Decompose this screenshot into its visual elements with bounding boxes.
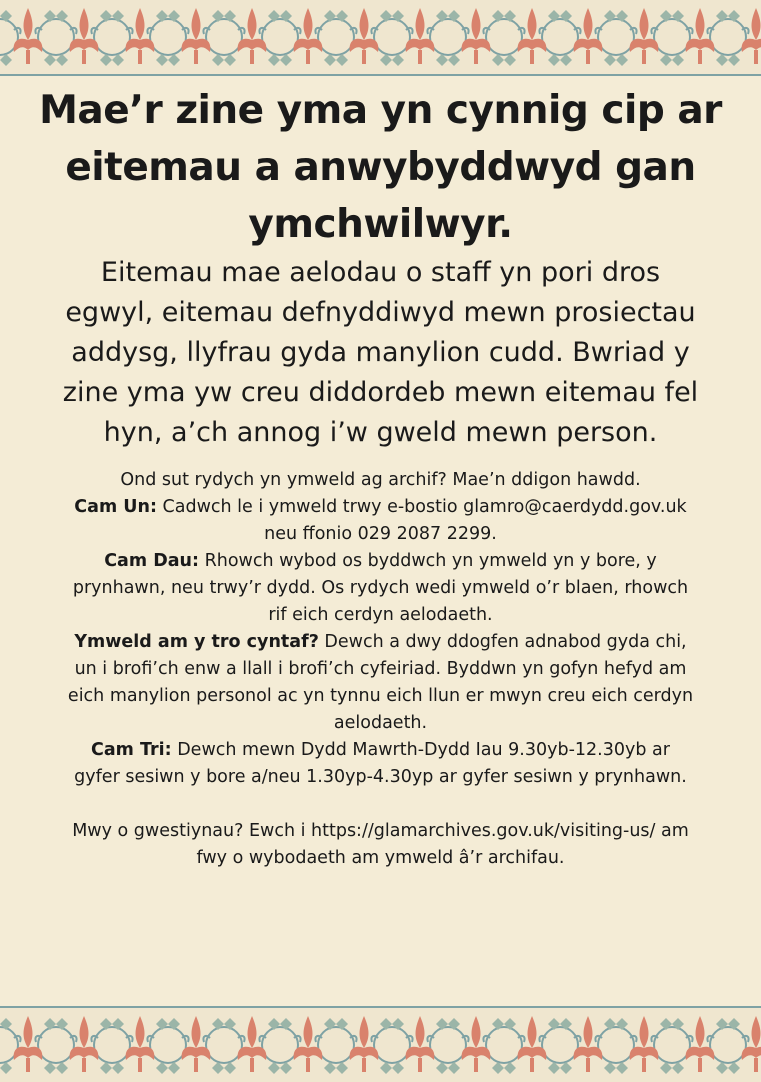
visit-instructions: [66, 467, 695, 872]
step-two-label: Cam Dau:: [104, 551, 199, 571]
intro-paragraph: Eitemau mae aelodau o staff yn pori dros egwyl, eitemau defnyddiwyd mewn prosiectau addysg, llyfrau gyda manylion cudd. Bwriad y zine yma yw creu diddordeb mewn eitemau fel hyn, a’ch annog i’w gweld mewn person.: [62, 257, 699, 448]
step-two: [66, 548, 695, 629]
first-visit-label: Ymweld am y tro cyntaf?: [74, 632, 319, 652]
step-three: [66, 737, 695, 791]
fleur-pattern-icon: [0, 0, 761, 74]
first-visit: [66, 629, 695, 737]
decorative-fleur-border-top: [0, 0, 761, 76]
step-one-text: Cadwch le i ymweld trwy e-bostio glamro@caerdydd.gov.uk neu ffonio 029 2087 2299.: [156, 497, 687, 544]
decorative-fleur-border-bottom: [0, 1006, 761, 1082]
main-content: [0, 76, 761, 872]
visit-question: Ond sut rydych yn ymweld ag archif? Mae’n ddigon hawdd.: [120, 470, 641, 490]
spacer: [66, 791, 695, 818]
step-one: [66, 494, 695, 548]
closing-note: Mwy o gwestiynau? Ewch i https://glamarchives.gov.uk/visiting-us/ am fwy o wybodaeth am ymweld â’r archifau.: [72, 821, 689, 868]
first-visit-text: Dewch a dwy ddogfen adnabod gyda chi, un i brofi’ch enw a llall i brofi’ch cyfeiriad. Byddwn yn gofyn hefyd am eich manylion personol ac yn tynnu eich llun er mwyn creu eich cerdyn aelodaeth.: [67, 632, 694, 733]
page-title: Mae’r zine yma yn cynnig cip ar eitemau a anwybyddwyd gan ymchwilwyr.: [39, 88, 722, 247]
step-three-label: Cam Tri:: [91, 740, 172, 760]
fleur-pattern-icon: [0, 1008, 761, 1082]
step-three-text: Dewch mewn Dydd Mawrth-Dydd Iau 9.30yb-12.30yb ar gyfer sesiwn y bore a/neu 1.30yp-4.30yp ar gyfer sesiwn y prynhawn.: [74, 740, 687, 787]
step-two-text: Rhowch wybod os byddwch yn ymweld yn y bore, y prynhawn, neu trwy’r dydd. Os rydych wedi ymweld o’r blaen, rhowch rif eich cerdyn aelodaeth.: [72, 551, 689, 625]
step-one-label: Cam Un:: [74, 497, 157, 517]
